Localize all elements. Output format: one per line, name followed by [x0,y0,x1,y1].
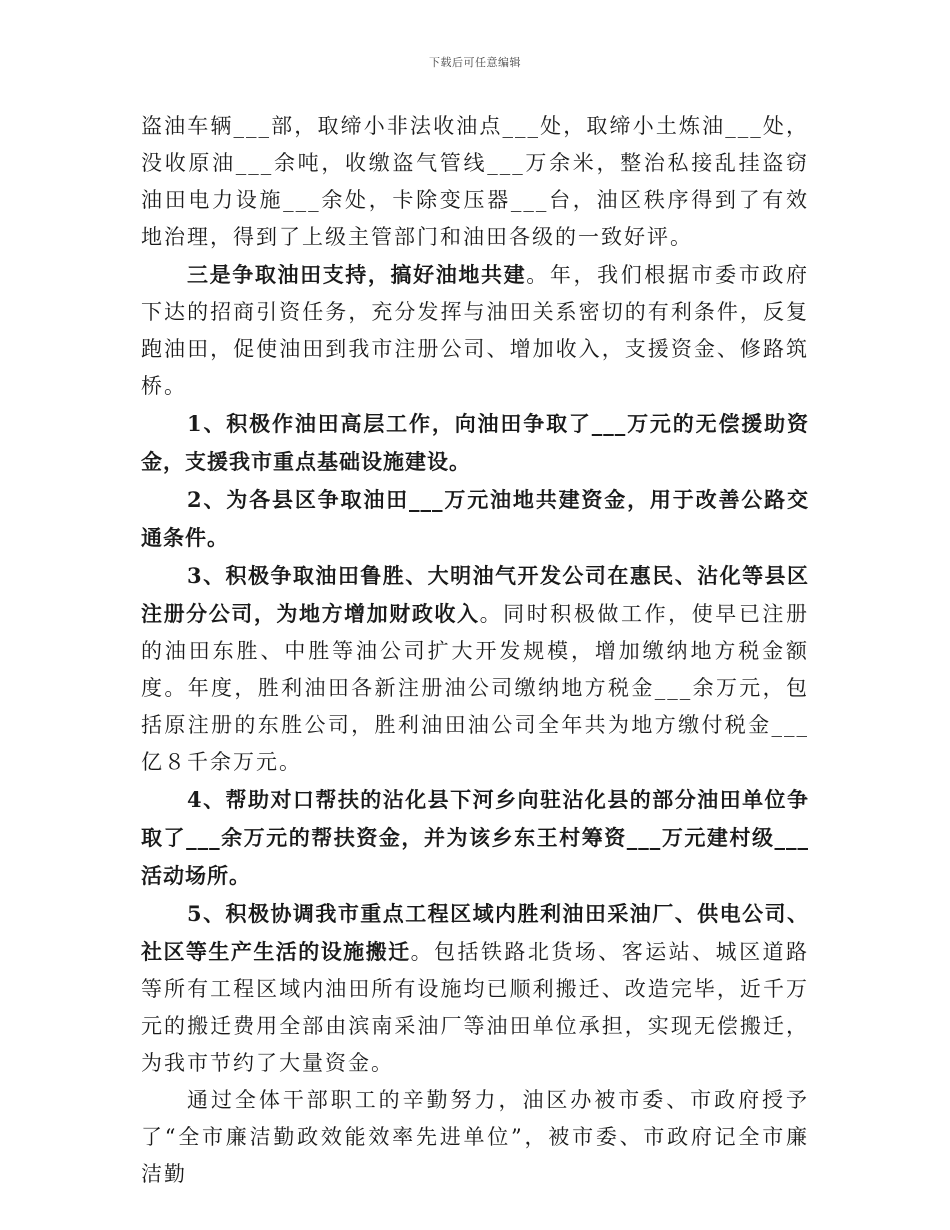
paragraph-7-heading: 5、积极协调我市重点工程区域内胜利油田采油厂、供电公司、社区等生产生活的设施搬迁 [141,901,809,964]
paragraph-2 [141,256,809,405]
paragraph-6-heading: 4、帮助对口帮扶的沾化县下河乡向驻沾化县的部分油田单位争取了___余万元的帮扶资金，并为该乡东王村筹资___万元建村级___活动场所。 [141,787,809,888]
paragraph-4 [141,481,809,557]
paragraph-4-heading: 2、为各县区争取油田___万元油地共建资金，用于改善公路交通条件。 [141,487,809,550]
paragraph-8-text: 通过全体干部职工的辛勤努力，油区办被市委、市政府授予了“全市廉洁勤政效能效率先进单位”，被市委、市政府记全市廉洁勤 [141,1088,809,1186]
page-header: 下载后可任意编辑 [429,56,521,69]
paragraph-8 [141,1082,809,1193]
paragraph-5-text: 。同时积极做工作，使早已注册的油田东胜、中胜等油公司扩大开发规模，增加缴纳地方税金额度。年度，胜利油田各新注册油公司缴纳地方税金___余万元，包括原注册的东胜公司，胜利油田油公司全年共为地方缴付税金___亿８千余万元。 [141,602,810,774]
paragraph-1 [141,108,809,256]
paragraph-7-text: 。包括铁路北货场、客运站、城区道路等所有工程区域内油田所有设施均已顺利搬迁、改造完毕，近千万元的搬迁费用全部由滨南采油厂等油田单位承担，实现无偿搬迁，为我市节约了大量资金。 [141,940,810,1075]
paragraph-2-heading: 三是争取油田支持，搞好油地共建 [187,262,527,287]
paragraph-6 [141,781,809,895]
paragraph-7 [141,895,809,1082]
paragraph-5 [141,557,809,781]
paragraph-5-heading: 3、积极争取油田鲁胜、大明油气开发公司在惠民、沾化等县区注册分公司，为地方增加财政收入 [141,563,809,626]
paragraph-3 [141,405,809,481]
document-body [141,108,809,1193]
paragraph-2-text: 。年，我们根据市委市政府下达的招商引资任务，充分发挥与油田关系密切的有利条件，反复跑油田，促使油田到我市注册公司、增加收入，支援资金、修路筑桥。 [141,263,810,398]
paragraph-3-heading: 1、积极作油田高层工作，向油田争取了___万元的无偿援助资金，支援我市重点基础设施建设。 [141,411,809,474]
paragraph-1-text: 盗油车辆___部，取缔小非法收油点___处，取缔小土炼油___处，没收原油___余吨，收缴盗气管线___万余米，整治私接乱挂盗窃油田电力设施___余处，卡除变压器___台，油区秩序得到了有效地治理，得到了上级主管部门和油田各级的一致好评。 [141,114,809,249]
